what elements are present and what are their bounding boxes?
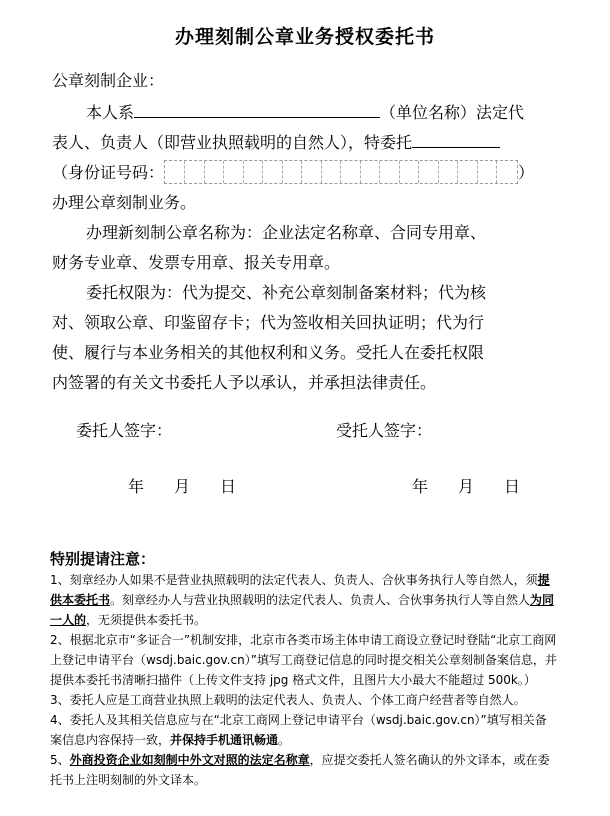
note-4-text: 4、委托人及其相关信息应与在“北京工商网上登记申请平台（wsdj.baic.gov.cn）”填写相关备案信息内容保持一致，: [50, 713, 547, 747]
id-number-box[interactable]: [164, 160, 518, 184]
note-5-emphasis: 外商投资企业如刻制中外文对照的法定名称章: [69, 753, 310, 767]
month-label: 月: [174, 477, 191, 496]
note-5-number: 5、: [50, 753, 70, 767]
agent-name-blank[interactable]: [412, 129, 500, 148]
para1-line1: [86, 98, 524, 128]
note-4: [50, 710, 558, 750]
para1-line2-text: 表人、负责人（即营业执照载明的自然人），特委托: [52, 133, 413, 152]
para1-prefix: 本人系: [86, 103, 135, 122]
note-1-text-end: ，无须提供本委托书。: [86, 613, 207, 627]
salutation: 公章刻制企业：: [52, 71, 165, 90]
para1-line2: [52, 128, 500, 158]
note-3: 3、委托人应是工商营业执照上载明的法定代表人、负责人、个体工商户经营者等自然人。: [50, 693, 526, 707]
day-label: 日: [220, 477, 237, 496]
principal-date: [128, 474, 266, 497]
para3-line2: 对、领取公章、印鉴留存卡；代为签收相关回执证明；代为行: [52, 313, 485, 332]
note-1: [50, 570, 558, 630]
para1-line4: 办理公章刻制业务。: [52, 193, 197, 212]
id-label: （身份证号码：: [52, 163, 165, 182]
note-1-emphasis: 提供本委托书: [50, 573, 550, 607]
note-4-end: 。: [278, 733, 291, 747]
para1-line3: [52, 158, 534, 188]
notes-list: [50, 570, 558, 790]
agent-date: [412, 474, 550, 497]
note-5-text: ，应提交委托人签名确认的外文译本，或在委托书上注明刻制的外文译本。: [50, 753, 550, 787]
para2-line2: 财务专业章、发票专用章、报关专用章。: [52, 253, 341, 272]
note-1-emphasis-2: 为同一人的: [50, 593, 555, 627]
notes-heading: 特别提请注意：: [50, 550, 156, 568]
document-title: 办理刻制公章业务授权委托书: [174, 26, 435, 48]
para2-line1: 办理新刻制公章名称为：企业法定名称章、合同专用章、: [86, 223, 487, 242]
day-label: 日: [504, 477, 521, 496]
id-close: ）: [518, 163, 535, 182]
note-4-emphasis: 并保持手机通讯畅通: [170, 733, 279, 747]
month-label: 月: [458, 477, 475, 496]
unit-name-blank[interactable]: [134, 99, 380, 118]
year-label: 年: [412, 477, 429, 496]
note-5: [50, 750, 558, 790]
year-label: 年: [128, 477, 145, 496]
para3-line3: 使、履行与本业务相关的其他权利和义务。受托人在委托权限: [52, 343, 485, 362]
agent-signature-label: 受托人签字：: [336, 421, 433, 440]
note-1-text: 1、刻章经办人如果不是营业执照载明的法定代表人、负责人、合伙事务执行人等自然人，须: [50, 573, 538, 587]
para1-unit-suffix: （单位名称）法定代: [380, 103, 525, 122]
para3-line4: 内签署的有关文书委托人予以承认，并承担法律责任。: [52, 373, 437, 392]
principal-signature-label: 委托人签字：: [76, 421, 173, 440]
note-2: 2、根据北京市“多证合一”机制安排，北京市各类市场主体申请工商设立登记时登陆“北京工商网上登记申请平台（wsdj.baic.gov.cn）”填写工商登记信息的同时提交相关公章刻制备案信息，并提供本委托书清晰扫描件（上传文件支持 jpg 格式文件，且图片大小最大不能超过 500k。）: [50, 633, 557, 687]
note-1-text-cont: 。刻章经办人与营业执照载明的法定代表人、负责人、合伙事务执行人等自然人: [110, 593, 531, 607]
para3-line1: 委托权限为：代为提交、补充公章刻制备案材料；代为核: [86, 283, 487, 302]
